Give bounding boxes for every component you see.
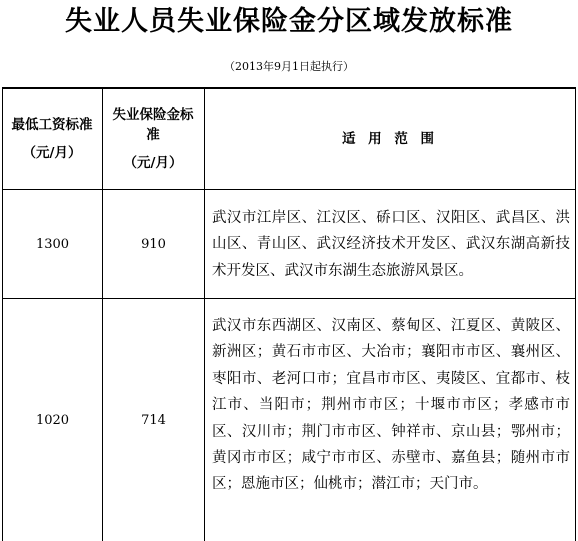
header-scope: 适 用 范 围 [341,130,439,147]
row1-benefit: 910 [141,236,166,252]
header-benefit [108,94,198,184]
effective-date-note: （2013年9月1日起执行） [224,60,354,73]
row2-min-wage: 1020 [35,412,70,428]
row2-benefit: 714 [141,412,166,428]
row1-scope: 武汉市江岸区、江汉区、硚口区、汉阳区、武昌区、洪山区、青山区、武汉经济技术开发区、武汉东湖高新技术开发区、武汉市东湖生态旅游风景区。 [212,210,570,279]
header-min-wage-label: 最低工资标准 [11,117,93,133]
header-min-wage [8,94,96,184]
table-right-border [575,88,576,541]
header-benefit-label: 失业保险金标准 [112,107,194,143]
row2-scope: 武汉市东西湖区、汉南区、蔡甸区、江夏区、黄陂区、新洲区；黄石市市区、大冶市；襄阳市市区、襄州区、枣阳市、老河口市；宜昌市市区、夷陵区、宜都市、枝江市、当阳市；荆州市市区；十堰市市区；孝感市市区、汉川市；荆门市市区、钟祥市、京山县；鄂州市；黄冈市市区；咸宁市市区、赤壁市、嘉鱼县；随州市市区；恩施市区；仙桃市；潜江市；天门市。 [212,318,570,493]
header-benefit-unit: （元/月） [123,155,183,171]
row1-min-wage: 1300 [35,236,70,252]
document-title: 失业人员失业保险金分区域发放标准 [65,6,513,37]
header-min-wage-unit: （元/月） [22,145,82,161]
